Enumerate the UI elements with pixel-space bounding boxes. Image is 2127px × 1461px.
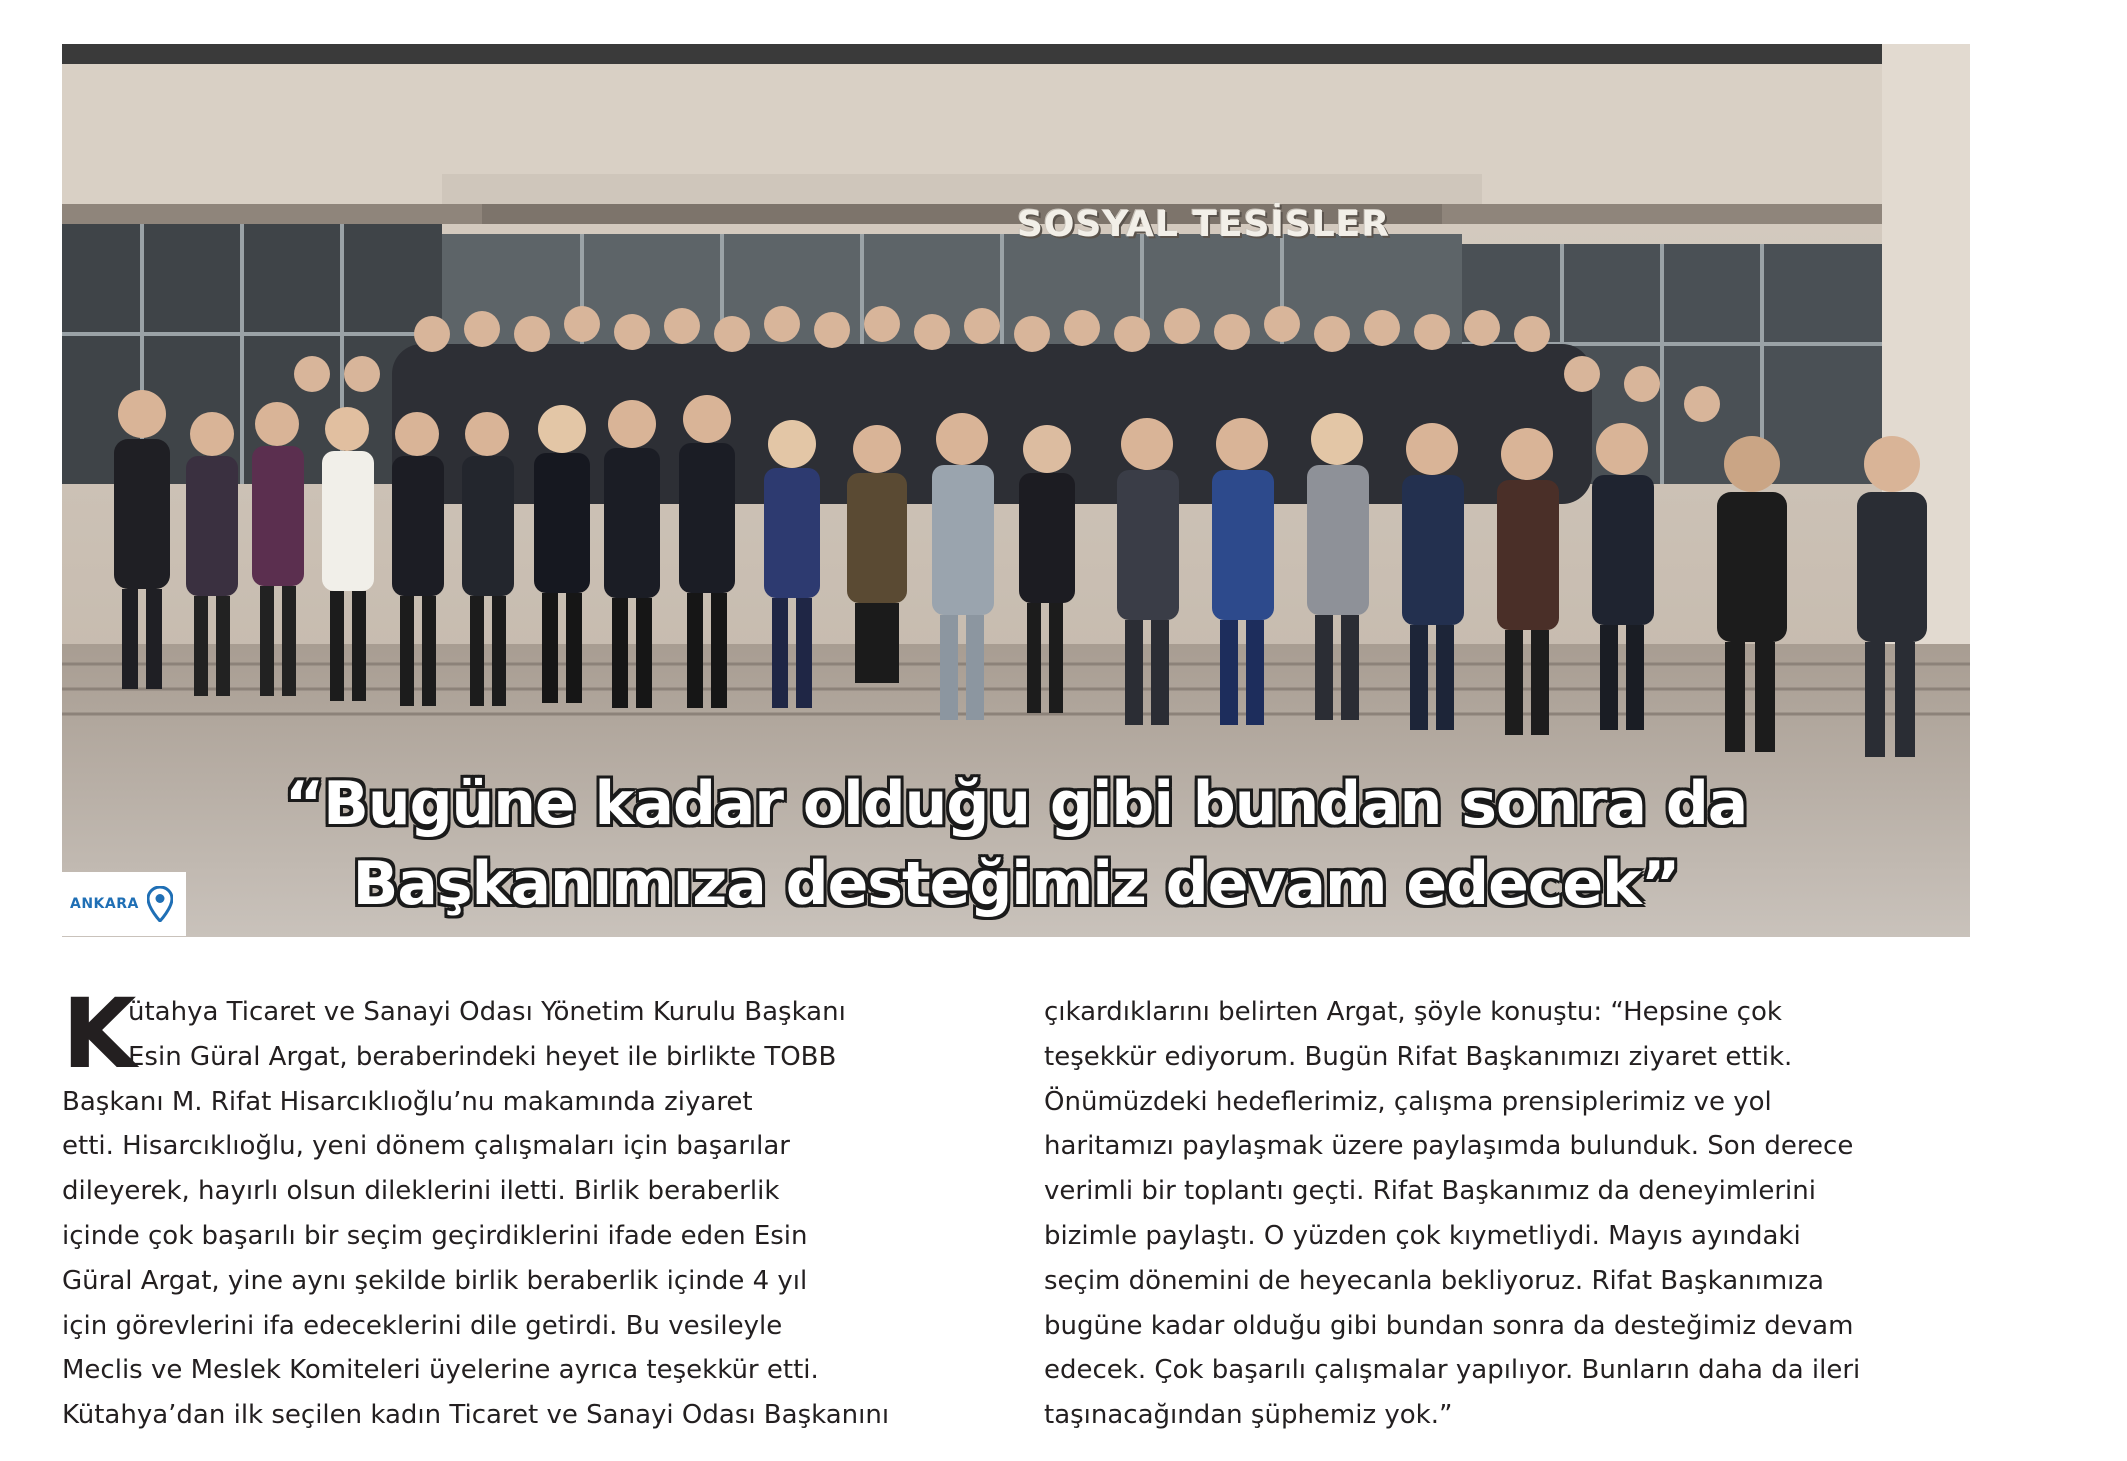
building-sign: SOSYAL TESİSLER: [1017, 204, 1391, 245]
article-line: Meclis ve Meslek Komiteleri üyelerine ayrıca teşekkür etti.: [62, 1355, 819, 1386]
article-line: teşekkür ediyorum. Bugün Rifat Başkanımızı ziyaret ettik.: [1044, 1041, 1793, 1072]
article-line: seçim dönemini de heyecanla bekliyoruz. Rifat Başkanımıza: [1044, 1265, 1824, 1296]
location-label: ANKARA: [70, 896, 139, 912]
location-tag: [62, 872, 186, 936]
article-line: taşınacağından şüphemiz yok.”: [1044, 1400, 1453, 1431]
article-line: edecek. Çok başarılı çalışmalar yapılıyor. Bunların daha da ileri: [1044, 1355, 1861, 1386]
headline-line-1: “Bugüne kadar olduğu gibi bundan sonra da: [284, 769, 1748, 839]
drop-cap: K: [62, 978, 137, 1090]
article-line: bugüne kadar olduğu gibi bundan sonra da desteğimiz devam: [1044, 1310, 1854, 1341]
article-line: çıkardıklarını belirten Argat, şöyle konuştu: “Hepsine çok: [1044, 997, 1782, 1027]
article-column-left: [62, 978, 982, 1438]
photo-headline: [62, 764, 1970, 924]
article-line: verimli bir toplantı geçti. Rifat Başkanımız da deneyimlerini: [1044, 1176, 1816, 1207]
article-line: Başkanı M. Rifat Hisarcıklıoğlu’nu makamında ziyaret: [62, 1086, 753, 1117]
group-photo: [62, 44, 1970, 937]
article-line: Güral Argat, yine aynı şekilde birlik beraberlik içinde 4 yıl: [62, 1265, 808, 1296]
article-line: haritamızı paylaşmak üzere paylaşımda bulunduk. Son derece: [1044, 1131, 1854, 1162]
headline-line-2: Başkanımıza desteğimiz devam edecek”: [352, 849, 1680, 919]
article-line: Esin Güral Argat, beraberindeki heyet ile birlikte TOBB: [128, 1041, 837, 1072]
article-line: dileyerek, hayırlı olsun dileklerini iletti. Birlik beraberlik: [62, 1176, 780, 1207]
article-line: etti. Hisarcıklıoğlu, yeni dönem çalışmaları için başarılar: [62, 1131, 790, 1162]
article-line: için görevlerini ifa edeceklerini dile getirdi. Bu vesileyle: [62, 1310, 783, 1341]
article-line: bizimle paylaştı. O yüzden çok kıymetliydi. Mayıs ayındaki: [1044, 1220, 1801, 1251]
article-line: içinde çok başarılı bir seçim geçirdiklerini ifade eden Esin: [62, 1220, 808, 1251]
article-line: Kütahya’dan ilk seçilen kadın Ticaret ve Sanayi Odası Başkanını: [62, 1400, 890, 1431]
article-line: Önümüzdeki hedeflerimiz, çalışma prensiplerimiz ve yol: [1044, 1086, 1772, 1117]
article-line: ütahya Ticaret ve Sanayi Odası Yönetim Kurulu Başkanı: [128, 997, 846, 1027]
article-column-right: [1044, 990, 1984, 1438]
map-pin-icon: [147, 886, 173, 922]
